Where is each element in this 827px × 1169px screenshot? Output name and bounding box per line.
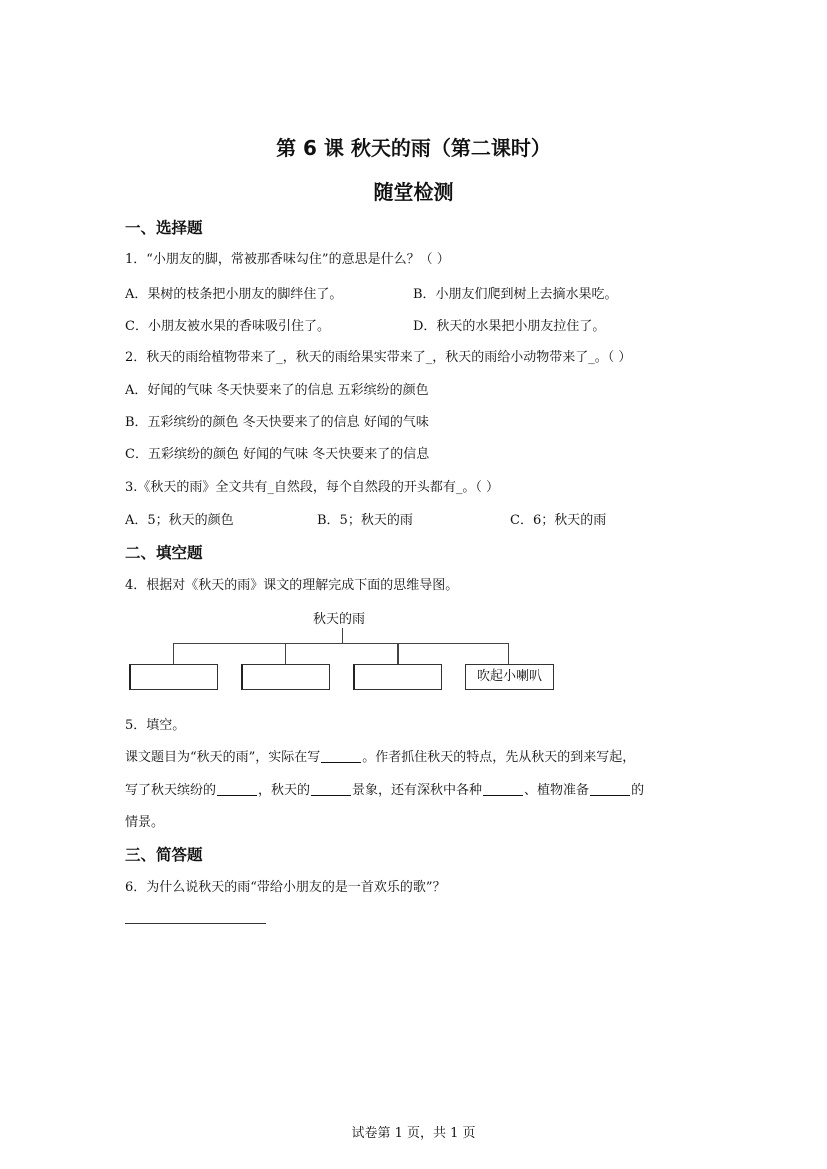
question-5-text: 课文题目为“秋天的雨”，实际在写 bbox=[125, 750, 321, 765]
question-4-stem: 4．根据对《秋天的雨》课文的理解完成下面的思维导图。 bbox=[125, 578, 459, 593]
mind-map-box-3[interactable] bbox=[353, 664, 442, 690]
mind-map-bar bbox=[173, 643, 509, 644]
question-1-option-d[interactable]: D．秋天的水果把小朋友拉住了。 bbox=[413, 319, 606, 334]
page-footer: 试卷第 1 页，共 1 页 bbox=[351, 1126, 476, 1141]
question-5-stem: 5．填空。 bbox=[125, 718, 186, 733]
section-heading-choice: 一、选择题 bbox=[125, 219, 203, 237]
question-1-stem: 1．“小朋友的脚，常被那香味勾住”的意思是什么？（ ） bbox=[125, 252, 450, 267]
mind-map-branch-1 bbox=[173, 643, 174, 664]
question-5-text: 写了秋天缤纷的 bbox=[125, 783, 217, 798]
question-5-text: 景象，还有深秋中各种 bbox=[352, 783, 483, 798]
mind-map-box-1[interactable] bbox=[129, 664, 218, 690]
fill-blank-4[interactable] bbox=[483, 782, 523, 796]
mind-map-branch-3 bbox=[397, 643, 399, 664]
fill-blank-1[interactable] bbox=[321, 749, 361, 763]
question-2-stem: 2．秋天的雨给植物带来了_，秋天的雨给果实带来了_，秋天的雨给小动物带来了_。（ ） bbox=[125, 350, 632, 365]
question-5-text: 。作者抓住秋天的特点，先从秋天的到来写起， bbox=[362, 750, 636, 765]
question-5-line-3: 情景。 bbox=[125, 815, 165, 830]
page-subtitle: 随堂检测 bbox=[373, 180, 454, 204]
fill-blank-3[interactable] bbox=[311, 782, 351, 796]
question-2-option-b[interactable]: B．五彩缤纷的颜色 冬天快要来了的信息 好闻的气味 bbox=[125, 415, 429, 430]
question-5-text: ，秋天的 bbox=[258, 783, 311, 798]
section-heading-short-answer: 三、简答题 bbox=[125, 846, 203, 864]
question-5-text: 的 bbox=[631, 783, 645, 798]
question-3-option-c[interactable]: C．6；秋天的雨 bbox=[510, 513, 607, 528]
question-3-option-a[interactable]: A．5；秋天的颜色 bbox=[125, 513, 234, 528]
answer-line[interactable] bbox=[125, 923, 266, 924]
section-heading-fill: 二、填空题 bbox=[125, 544, 203, 562]
mind-map-stem bbox=[342, 628, 343, 643]
mind-map-box-4: 吹起小喇叭 bbox=[465, 664, 554, 690]
question-1-option-b[interactable]: B．小朋友们爬到树上去摘水果吃。 bbox=[413, 287, 618, 302]
mind-map-branch-2 bbox=[285, 643, 286, 664]
question-5-line-1 bbox=[125, 746, 635, 765]
question-1-option-a[interactable]: A．果树的枝条把小朋友的脚绊住了。 bbox=[125, 287, 343, 302]
mind-map-box-2[interactable] bbox=[241, 664, 330, 690]
question-5-text: 、植物准备 bbox=[524, 783, 590, 798]
question-3-option-b[interactable]: B．5；秋天的雨 bbox=[317, 513, 413, 528]
question-2-option-a[interactable]: A．好闻的气味 冬天快要来了的信息 五彩缤纷的颜色 bbox=[125, 383, 429, 398]
question-2-option-c[interactable]: C．五彩缤纷的颜色 好闻的气味 冬天快要来了的信息 bbox=[125, 447, 430, 462]
fill-blank-5[interactable] bbox=[590, 782, 630, 796]
question-1-option-c[interactable]: C．小朋友被水果的香味吸引住了。 bbox=[125, 319, 330, 334]
page-title: 第 6 课 秋天的雨（第二课时） bbox=[276, 136, 551, 160]
mind-map-branch-4 bbox=[508, 643, 509, 664]
mind-map-root: 秋天的雨 bbox=[313, 612, 366, 627]
question-6-stem: 6．为什么说秋天的雨“带给小朋友的是一首欢乐的歌”？ bbox=[125, 880, 446, 895]
question-5-line-2 bbox=[125, 779, 644, 798]
question-3-stem: 3.《秋天的雨》全文共有_自然段，每个自然段的开头都有_。（ ） bbox=[125, 480, 500, 495]
fill-blank-2[interactable] bbox=[217, 782, 257, 796]
